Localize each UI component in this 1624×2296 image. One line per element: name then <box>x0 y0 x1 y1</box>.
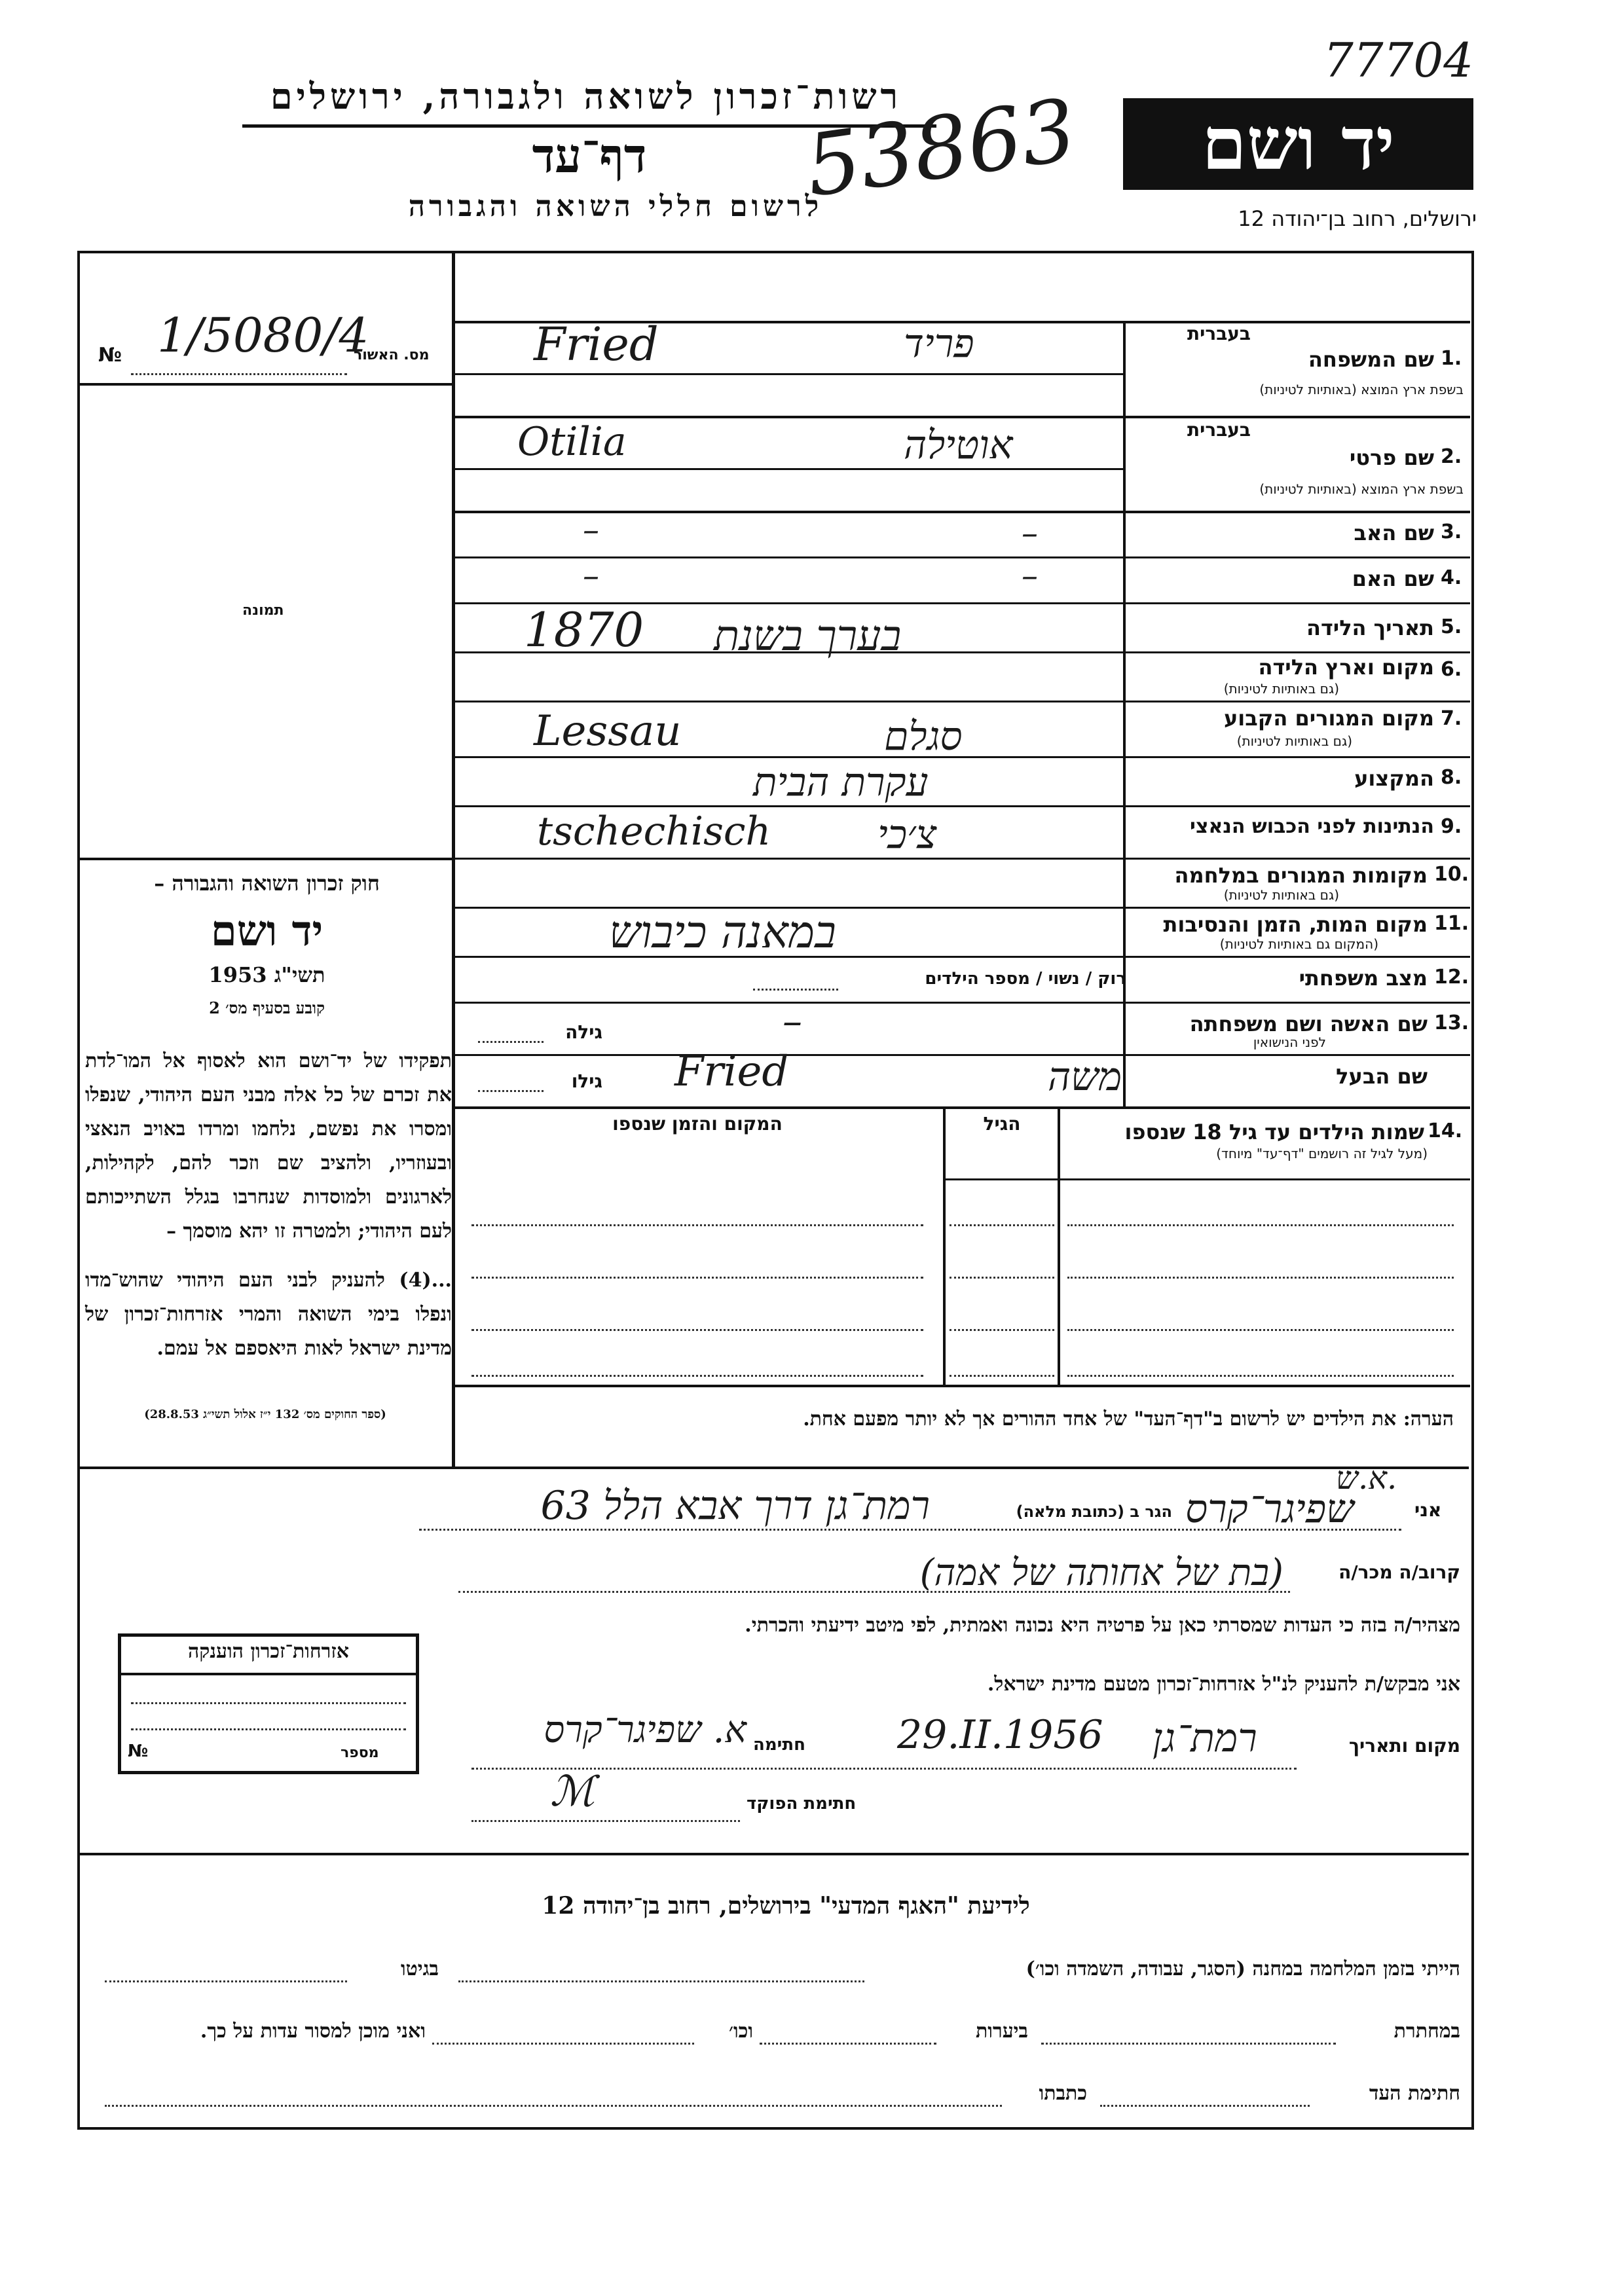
bottom-line3-dots-b <box>105 2105 1002 2107</box>
declaration-statement: מצהיר/ה בזה כי העדות שמסרתי כאן על פרטיה היא נכונה ואמתית, לפי מיטב ידיעתי והכרתי. <box>745 1614 1460 1637</box>
row-line-12 <box>452 1002 1470 1004</box>
field-12-line <box>753 989 838 991</box>
field-11-label: מקום המות, הזמן והנסיבות <box>1163 912 1428 937</box>
children-row-1c <box>1067 1224 1454 1226</box>
declaration-name: שפיגר־קרס <box>1185 1486 1354 1532</box>
field-13-num: 13. <box>1434 1011 1469 1034</box>
field-6-num: 6. <box>1441 658 1462 681</box>
field-10-sub: (גם באותיות לטיניות) <box>1223 887 1339 903</box>
field-1-value-heb: פריד <box>904 321 974 367</box>
law-year: תשי"ג 1953 <box>208 962 325 987</box>
field-9-label: הנתינות לפני הכבוש הנאצי <box>1190 815 1434 838</box>
row-line-9 <box>452 858 1470 860</box>
field-1-hebrew-tag: בעברית <box>1187 323 1251 344</box>
citizenship-dots-1 <box>131 1702 406 1704</box>
law-clause: קובע בסעיף מס׳ 2 <box>209 998 325 1017</box>
official-signature-line <box>471 1820 740 1822</box>
field-2-num: 2. <box>1441 445 1462 468</box>
row-2-inner-line <box>452 468 1123 470</box>
yad-vashem-logo: יד ושם <box>1123 98 1473 190</box>
bottom-line3-b: כתבתו <box>1039 2082 1087 2105</box>
husband-line <box>478 1090 544 1092</box>
children-label: שמות הילדים עד גיל 18 שנספו <box>1124 1120 1424 1144</box>
note: הערה: את הילדים יש לרשום ב"דף־העד" של אחד ההורים אך לא יותר מפעם אחת. <box>803 1408 1454 1430</box>
field-8-value-heb: עקרת הבית <box>753 759 929 805</box>
field-9-value-lat: tschechisch <box>537 809 771 854</box>
children-row-1a <box>471 1224 923 1226</box>
children-col-divider-1 <box>1058 1106 1060 1385</box>
bottom-line2-b: ביערות <box>975 2020 1028 2043</box>
relative-label: קרוב/ה מכר/ה <box>1338 1561 1460 1583</box>
children-row-2b <box>950 1277 1054 1279</box>
field-8-label: המקצוע <box>1354 766 1434 791</box>
children-row-2c <box>1067 1277 1454 1279</box>
children-row-4b <box>950 1375 1054 1377</box>
field-3-num: 3. <box>1441 520 1462 543</box>
bottom-line1-dots-b <box>105 1980 347 1982</box>
field-11-value-heb: במאנה כיבוש <box>609 907 836 958</box>
field-4-label: שם האם <box>1352 566 1434 591</box>
registration-label: מס. האשור <box>354 347 430 363</box>
field-7-label: מקום המגורים הקבוע <box>1223 706 1434 731</box>
citizenship-dots-2 <box>131 1728 406 1730</box>
children-sub: (מעל לגיל זה רושמים "דף־עד" מיוחד) <box>1216 1146 1428 1161</box>
field-3-label: שם האב <box>1354 520 1434 545</box>
field-2-sub: בשפת ארץ המוצא (באותיות לטיניות) <box>1259 481 1464 497</box>
form-subtitle: לרשום חללי השואה והגבורה <box>408 190 823 223</box>
bottom-line2-dots-c <box>432 2043 694 2045</box>
declaration-address: רמת־גן דרך אבא הלל 63 <box>540 1483 930 1529</box>
registration-value: 1/5080/4 <box>157 308 369 363</box>
field-13-line <box>478 1041 544 1043</box>
bottom-line3-dots-a <box>1100 2105 1310 2107</box>
law-text-1: תפקידו של יד־ושם הוא לאסוף אל המו־לדת את זכרם של כל אלה מבני העם היהודי, שנפלו ומסרו את נפשם, נלחמו ומרדו באויב הנאצי ובעוזריו, ולהציב שם וזכר להם, לקהילות, לארגונים ולמוסדות שנחרבו בגלל השתייכותם לעם היהודי; ולמטרה זו יהא מוסמך – <box>85 1049 452 1243</box>
children-col-place: המקום והזמן שנספו <box>612 1113 783 1135</box>
declaration-request: אני מבקש/ת להעניק לנ"ל אזרחות־זכרון מטעם מדינת ישראל. <box>987 1673 1460 1696</box>
law-title: חוק זכרון השואה והגבורה – <box>154 871 380 896</box>
bottom-title: לידיעת "האגף המדעי" בירושלים, רחוב בן־יהודה 12 <box>542 1892 1030 1920</box>
bottom-line2-a: במחתרת <box>1393 2020 1460 2043</box>
law-name: יד ושם <box>210 907 323 956</box>
bottom-line1-dots-a <box>458 1980 864 1982</box>
children-row-4a <box>471 1375 923 1377</box>
children-col-divider-2 <box>943 1106 946 1385</box>
bottom-line2-dots-a <box>1041 2043 1336 2045</box>
declaration-prefix: אני <box>1414 1499 1442 1521</box>
field-2-label: שם פרטי <box>1349 445 1434 470</box>
note-bottom-line <box>77 1467 1469 1469</box>
field-4-num: 4. <box>1441 566 1462 589</box>
field-8-num: 8. <box>1441 766 1462 789</box>
husband-label: שם הבעל <box>1336 1064 1428 1089</box>
field-6-label: מקום וארץ הלידה <box>1258 655 1434 680</box>
field-4-value-heb: – <box>1022 556 1038 594</box>
field-7-value-lat: Lessau <box>534 707 682 756</box>
law-text-2: ...(4) להעניק לבני העם היהודי שהוש־מדו ונפלו בימי השואה והמרי אזרחות־זכרון של מדינת ישראל לאות היאספם אל עמם. <box>85 1269 452 1360</box>
bottom-line2-c: וכו׳ <box>729 2020 753 2043</box>
field-2-value-lat: Otilia <box>517 419 627 465</box>
photo-divider <box>77 858 454 860</box>
field-1-label: שם המשפחה <box>1308 347 1434 372</box>
handwritten-code: 53863 <box>800 79 1082 217</box>
row-line-10 <box>452 907 1470 909</box>
row-line-3 <box>452 556 1470 558</box>
declaration-line-3 <box>471 1768 1297 1770</box>
declaration-mid: הגר ב (כתובת מלאה) <box>1016 1503 1172 1521</box>
field-10-label: מקומות המגורים במלחמה <box>1174 863 1428 888</box>
declaration-line-2 <box>458 1591 1290 1593</box>
bottom-line3-a: חתימת העד <box>1369 2082 1460 2105</box>
row-line-1 <box>452 416 1470 418</box>
row-line-6 <box>452 701 1470 702</box>
row-line-11 <box>452 956 1470 958</box>
relative-value: (בת של אחותה של אמה) <box>919 1552 1283 1594</box>
citizenship-box-title: אזרחות־זכרון הוענקה <box>187 1640 350 1663</box>
children-row-3b <box>950 1329 1054 1331</box>
authority-title: רשות־זכרון לשואה ולגבורה, ירושלים <box>270 75 902 117</box>
bottom-line1-b: בגיטו <box>400 1958 439 1980</box>
row-line-13 <box>452 1054 1470 1056</box>
row-line-14 <box>452 1106 1470 1109</box>
field-12-label: מצב משפחתי <box>1299 966 1428 991</box>
field-5-value-lat: 1870 <box>524 602 644 657</box>
children-num: 14. <box>1428 1120 1463 1142</box>
field-7-sub: (גם באותיות לטיניות) <box>1236 733 1352 749</box>
registration-line <box>131 373 347 375</box>
field-1-num: 1. <box>1441 347 1462 370</box>
official-signature-label: חתימת הפוקד <box>747 1794 857 1813</box>
photo-label: תמונה <box>242 602 284 619</box>
citizenship-symbol: № <box>128 1741 149 1761</box>
husband-inline: גילו <box>571 1070 602 1092</box>
children-row-3c <box>1067 1329 1454 1331</box>
place-value: רמת־גן <box>1153 1715 1257 1761</box>
field-3-value-lat: – <box>583 511 599 549</box>
place-date-label: מקום ותאריך <box>1348 1735 1460 1757</box>
children-col-age: הגיל <box>983 1113 1021 1135</box>
citizenship-title-line <box>121 1673 416 1675</box>
date-value: 29.II.1956 <box>897 1712 1103 1758</box>
field-7-num: 7. <box>1441 707 1462 730</box>
field-13-label: שם האשה ושם משפחתה <box>1189 1011 1428 1036</box>
field-13-sub: לפני הנישואין <box>1253 1034 1326 1050</box>
field-2-value-heb: אוטילה <box>904 422 1013 468</box>
address: ירושלים, רחוב בן־יהודה 12 <box>1238 206 1477 231</box>
children-row-4c <box>1067 1375 1454 1377</box>
doc-number: 77704 <box>1323 33 1473 88</box>
field-11-num: 11. <box>1434 912 1469 935</box>
children-header-line <box>943 1178 1470 1180</box>
field-12-num: 12. <box>1434 966 1469 989</box>
declaration-bottom-line <box>77 1853 1469 1855</box>
form-title: דף־עד <box>532 128 647 183</box>
row-line-8 <box>452 805 1470 807</box>
field-9-value-heb: צ׳כי <box>877 812 937 858</box>
signature-value: א. שפיגר־קרס <box>544 1709 747 1751</box>
children-row-1b <box>950 1224 1054 1226</box>
children-bottom-line <box>452 1385 1470 1387</box>
registration-divider <box>77 383 454 386</box>
label-column-divider <box>1123 321 1126 1106</box>
field-6-sub: (גם באותיות לטיניות) <box>1223 681 1339 697</box>
children-row-2a <box>471 1277 923 1279</box>
field-1-sub: בשפת ארץ המוצא (באותיות לטיניות) <box>1259 382 1464 397</box>
field-3-value-heb: – <box>1022 514 1038 552</box>
row-line-2 <box>452 511 1470 513</box>
law-source: (ספר החוקים מס׳ 132 י״ז אלול תשי״ג 28.8.53) <box>144 1408 386 1421</box>
field-12-inline: רוק / נשוי / מספר הילדים <box>925 969 1126 989</box>
official-signature-scribble: ℳ <box>550 1768 595 1816</box>
field-5-label: תאריך הלידה <box>1306 615 1434 640</box>
field-13-value-lat: – <box>783 998 802 1044</box>
husband-value-lat: Fried <box>674 1048 789 1096</box>
citizenship-number-label: מספר <box>341 1745 379 1761</box>
signature-label: חתימה <box>753 1735 805 1755</box>
field-13-inline: גילה <box>565 1021 602 1043</box>
row-1-inner-line <box>452 373 1123 375</box>
bottom-line1-a: הייתי בזמן המלחמה במחנה (הסגר, עבודה, השמדה וכו׳) <box>1025 1958 1460 1980</box>
field-10-num: 10. <box>1434 863 1469 886</box>
declaration-sign: א.ש. <box>1336 1460 1397 1497</box>
field-5-num: 5. <box>1441 615 1462 638</box>
children-row-3a <box>471 1329 923 1331</box>
field-7-value-heb: סגלם <box>884 714 963 759</box>
husband-value-heb: משה <box>1048 1054 1122 1100</box>
declaration-line-1 <box>419 1529 1401 1531</box>
bottom-line2-dots-b <box>760 2043 936 2045</box>
field-4-value-lat: – <box>583 556 599 594</box>
field-1-value-lat: Fried <box>534 318 659 371</box>
bottom-line2-d: ואני מוכן למסור עדות על כך. <box>200 2020 426 2043</box>
field-5-value-heb: בערך בשנת <box>714 612 902 661</box>
registration-symbol: № <box>98 344 122 367</box>
field-9-num: 9. <box>1441 815 1462 838</box>
field-11-sub: (המקום גם באותיות לטיניות) <box>1219 936 1378 952</box>
field-2-hebrew-tag: בעברית <box>1187 419 1251 441</box>
